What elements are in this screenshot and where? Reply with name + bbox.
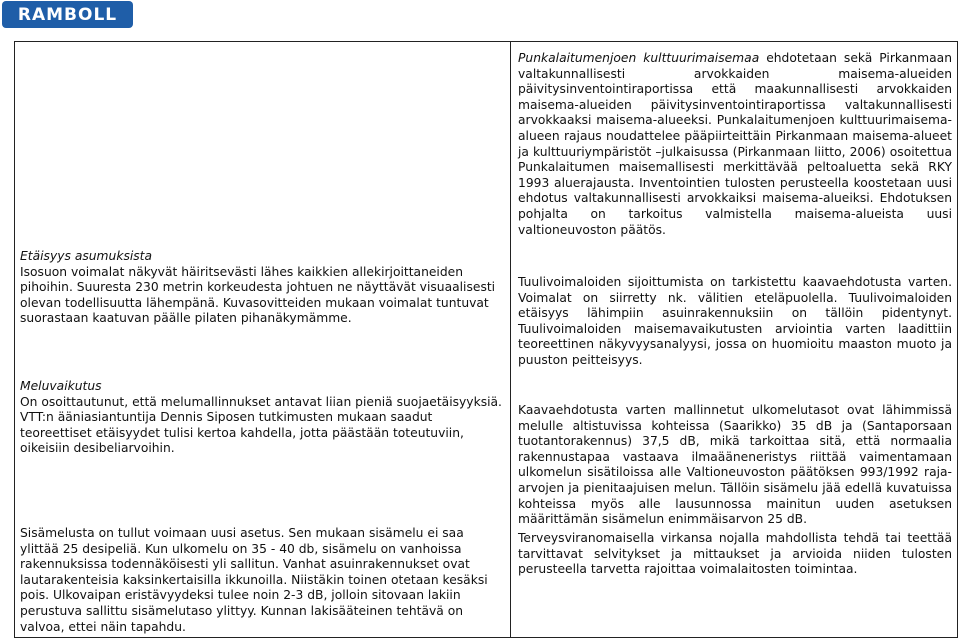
- noise-model-section: [518, 403, 952, 528]
- indoor-noise-body: Sisämelusta on tullut voimaan uusi asetus. Sen mukaan sisämelu ei saa ylittää 25 desipeliä. Kun ulkomelu on 35 - 40 db, sisämelu on vanhoissa rakennuksissa todennäköisesti yli sallitun. Vanhat asuinrakennukset ovat lautarakenteisia kaksinkertaisilla ikkunoilla. Niistäkin toinen otetaan kesäksi pois. Ulkovaipan eristävyydeksi tulee noin 2-3 dB, jolloin sitovaan lakiin perustuva sallittu sisämelutaso ylittyy. Kunnan lakisääteinen tehtävä on valvoa, ettei näin tapahdu.: [20, 526, 488, 634]
- column-divider: [510, 41, 511, 638]
- distance-section: [20, 249, 505, 327]
- culture-body: ehdotetaan sekä Pirkanmaan valtakunnallisesti arvokkaiden maisema-alueiden päivitysinventointiraportissa että maakunnallisesti arvokkaiden maisema-alueiden päivitysinventointiraportissa valtakunnallisesti arvokkaaksi maisema-alueeksi. Punkalaitumenjoen kulttuurimaisema-alueen rajaus noudattelee pääpiirteittäin Pirkanmaan maisema-alueet ja kulttuuriympäristöt –julkaisussa (Pirkanmaan liitto, 2006) osoitettua Punkalaitumen maisemallisesti merkittävää peltoaluetta sekä RKY 1993 aluerajausta. Inventointien tulosten perusteella koostetaan uusi ehdotus valtakunnallisesti arvokkaiksi maisema-alueiksi. Ehdotuksen pohjalta on tarkoitus valmistella maisema-alueista uusi valtioneuvoston päätös.: [518, 51, 952, 237]
- noise-section: [20, 379, 505, 457]
- distance-body: Isosuon voimalat näkyvät häiritsevästi lähes kaikkien allekirjoittaneiden pihoihin. Suuresta 230 metrin korkeudesta johtuen ne näyttävät visuaalisesti olevan todellisuutta lähempänä. Kuvasovitteiden mukaan voimalat tuntuvat suorastaan kaatuvan päälle pilaten pihanäkymämme.: [20, 264, 496, 326]
- noise-model-body: Kaavaehdotusta varten mallinnetut ulkomelutasot ovat lähimmissä melulle altistuvissa kohteissa (Saarikko) 35 dB ja (Santaporsaan tuotantorakennus) 37,5 dB, mikä tarkoittaa sitä, että normaalia rakennustapaa vastaava ilmaääneneristys riittää vaimentamaan ulkomelun sisätiloissa alle Valtioneuvoston päätöksen 993/1992 raja-arvojen ja pienitaajuisen melun. Tällöin sisämelu jää edellä kuvatuissa kohteissa myös alle lausunnossa mainitun uuden asetuksen määrittämän sisämelun enimmäisarvon 25 dB.: [518, 403, 952, 527]
- distance-heading: Etäisyys asumuksista: [20, 249, 153, 263]
- culture-italic-lead: Punkalaitumenjoen kulttuurimaisemaa: [518, 51, 760, 65]
- culture-landscape-section: [518, 51, 952, 238]
- siting-body: Tuulivoimaloiden sijoittumista on tarkistettu kaavaehdotusta varten. Voimalat on siirretty nk. välitien eteläpuolella. Tuulivoimaloiden etäisyys lähimpiin asuinrakennuksiin on tällöin pidentynyt. Tuulivoimaloiden maisemavaikutusten arviointia varten laadittiin teoreettinen näkyvyysanalyysi, jossa on huomioitu maaston muoto ja puuston peitteisyys.: [518, 275, 952, 367]
- logo-text: RAMBOLL: [17, 4, 118, 25]
- health-authority-section: [518, 531, 952, 578]
- siting-section: [518, 275, 952, 369]
- noise-heading: Meluvaikutus: [20, 379, 102, 393]
- ramboll-logo: [2, 1, 133, 28]
- health-authority-body: Terveysviranomaisella virkansa nojalla mahdollista tehdä tai teettää tarvittavat selvitykset ja mittaukset ja arvioida niiden tulosten perusteella tarvetta rajoittaa voimalaitosten toimintaa.: [518, 531, 952, 577]
- indoor-noise-section: [20, 526, 505, 635]
- noise-body: On osoittautunut, että melumallinnukset antavat liian pieniä suojaetäisyyksiä. VTT:n ääniasiantuntija Dennis Siposen tutkimusten mukaan saadut teoreettiset etäisyydet tulisi kertoa kahdella, jotta päästään toteutuviin, oikeisiin desibeliarvoihin.: [20, 394, 502, 456]
